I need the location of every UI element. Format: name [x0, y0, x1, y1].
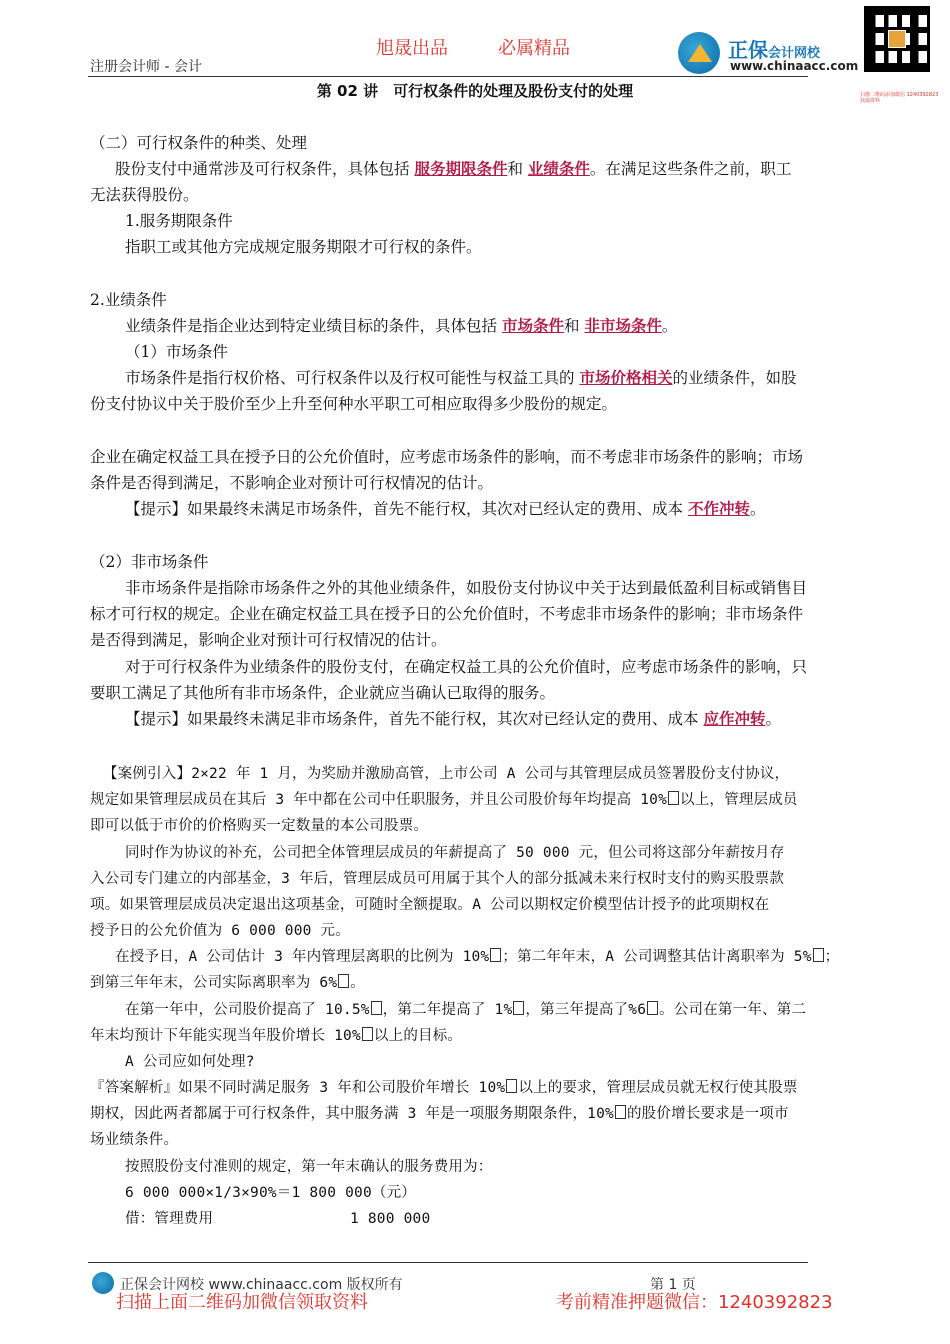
text-run: 业绩条件是指企业达到特定业绩目标的条件，具体包括: [125, 317, 502, 335]
case-line: 入公司专门建立的内部基金，3 年后，管理层成员可用属于其个人的部分抵减未来行权时支付的购买股票款: [90, 871, 785, 887]
chinaacc-logo: [678, 32, 858, 76]
page-title: 第 02 讲 可行权条件的处理及股份支付的处理: [316, 82, 634, 100]
text-run: 年末均预计下年能实现当年股价增长 10%: [90, 1028, 361, 1044]
text-run: ，第二年提高了 1%: [382, 1002, 513, 1018]
logo-name: 正保: [728, 38, 768, 62]
footer-divider: [88, 1262, 808, 1263]
case-line: A 公司应如何处理?: [125, 1054, 255, 1070]
section-heading: 1.服务期限条件: [125, 212, 233, 230]
text-run: 。: [765, 710, 781, 728]
paragraph: 对于可行权条件为业绩条件的股份支付，在确定权益工具的公允价值时，应考虑市场条件的影响，只: [125, 658, 808, 676]
answer-line: 按照股份支付准则的规定，第一年末确认的服务费用为：: [125, 1159, 493, 1175]
tip-paragraph: [125, 496, 895, 522]
case-line: [90, 1023, 860, 1049]
brand-right-text: 必属精品: [498, 38, 570, 59]
header-divider: [88, 76, 808, 77]
answer-line: 场业绩条件。: [90, 1132, 179, 1148]
missing-glyph-box: [513, 1001, 524, 1015]
text-run: 【提示】如果最终未满足市场条件，首先不能行权，其次对已经认定的费用、成本: [125, 500, 688, 518]
logo-url: www.chinaacc.com: [730, 59, 859, 73]
case-line: [115, 944, 885, 970]
section-heading: （2）非市场条件: [90, 553, 209, 571]
missing-glyph-box: [615, 1105, 626, 1119]
keyword-link: 服务期限条件: [414, 159, 508, 178]
missing-glyph-box: [371, 1001, 382, 1015]
case-line: 项。如果管理层成员决定退出这项基金，可随时全额提取。A 公司以期权定价模型估计授予的此项期权在: [90, 897, 770, 913]
logo-emblem-icon: [678, 32, 720, 74]
text-run: 市场条件是指行权价格、可行权条件以及行权可能性与权益工具的: [125, 369, 580, 387]
text-run: 在授予日，A 公司估计 3 年内管理层离职的比例为 10%: [115, 949, 490, 965]
page-number: 第 1 页: [650, 1277, 696, 1293]
case-line: 授予日的公允价值为 6 000 000 元。: [90, 923, 350, 939]
paragraph-cont: 份支付协议中关于股价至少上升至何种水平职工可相应取得多少股份的规定。: [90, 395, 618, 413]
answer-line: [90, 1075, 860, 1101]
section-heading: （1）市场条件: [125, 343, 228, 361]
text-run: 期权，因此两者都属于可行权条件，其中服务满 3 年是一项服务期限条件，10%: [90, 1106, 614, 1122]
case-line: 同时作为协议的补充，公司把全体管理层成员的年薪提高了 50 000 元，但公司将这部分年薪按月存: [125, 845, 785, 861]
case-line: 【案例引入】2×22 年 1 月，为奖励并激励高管，上市公司 A 公司与其管理层成员签署股份支付协议，: [103, 766, 790, 782]
paragraph: 企业在确定权益工具在授予日的公允价值时，应考虑市场条件的影响，而不考虑非市场条件的影响；市场: [90, 448, 804, 466]
keyword-link: 应作冲转: [703, 709, 766, 728]
paragraph: 非市场条件是指除市场条件之外的其他业绩条件，如股份支付协议中关于达到最低盈利目标或销售目: [125, 579, 808, 597]
missing-glyph-box: [506, 1079, 517, 1093]
paragraph-cont: 标才可行权的规定。企业在确定权益工具在授予日的公允价值时，不考虑非市场条件的影响；非市场条件: [90, 605, 804, 623]
case-line: [90, 970, 860, 996]
paragraph: [125, 365, 895, 391]
text-run: 以上，管理层成员: [680, 792, 798, 808]
case-line: [90, 787, 860, 813]
case-line: [125, 997, 895, 1023]
text-run: 。: [350, 975, 365, 991]
footer-logo-icon: [92, 1272, 114, 1294]
keyword-link: 不作冲转: [687, 499, 750, 518]
paragraph: 指职工或其他方完成规定服务期限才可行权的条件。: [125, 238, 482, 256]
text-run: 以上的要求，管理层成员就无权行使其股票: [518, 1080, 798, 1096]
text-run: 在第一年中，公司股价提高了 10.5%: [125, 1002, 370, 1018]
keyword-link: 非市场条件: [584, 316, 662, 335]
footer-copyright: 正保会计网校 www.chinaacc.com 版权所有: [120, 1277, 403, 1293]
brand-left-text: 旭晟出品: [376, 38, 448, 59]
qr-note: 扫描二维码添加微信 1240392823 获取资料: [860, 92, 939, 104]
tip-paragraph: [125, 706, 895, 732]
text-run: 『答案解析』如果不同时满足服务 3 年和公司股价年增长 10%: [90, 1080, 506, 1096]
section-heading: （二）可行权条件的种类、处理: [90, 134, 308, 152]
journal-entry-debit: 借：管理费用: [125, 1211, 214, 1227]
promo-right[interactable]: 考前精准押题微信：1240392823: [556, 1292, 833, 1313]
text-run: 到第三年年末，公司实际离职率为 6%: [90, 975, 338, 991]
text-run: ，第三年提高了%6: [525, 1002, 647, 1018]
text-run: 。: [749, 500, 766, 518]
keyword-link: 业绩条件: [527, 159, 590, 178]
missing-glyph-box: [362, 1027, 373, 1041]
text-run: 的股价增长要求是一项市: [626, 1106, 789, 1122]
promo-left[interactable]: 扫描上面二维码加微信领取资料: [116, 1292, 368, 1313]
text-run: ；第二年年末，A 公司调整其估计离职率为 5%: [502, 949, 812, 965]
text-run: 。公司在第一年、第二: [659, 1002, 807, 1018]
text-run: 和: [563, 317, 585, 335]
qr-center-badge-icon: [888, 30, 906, 48]
keyword-link: 市场条件: [501, 316, 564, 335]
missing-glyph-box: [668, 791, 679, 805]
paragraph: [115, 156, 885, 182]
text-run: 和: [507, 160, 528, 178]
section-heading: 2.业绩条件: [90, 291, 167, 309]
paragraph-cont: 无法获得股份。: [90, 186, 199, 204]
text-run: 股份支付中通常涉及可行权条件，具体包括: [115, 160, 415, 178]
journal-entry-amount: 1 800 000: [350, 1211, 431, 1227]
text-run: 以上的目标。: [373, 1028, 463, 1044]
course-label: 注册会计师 - 会计: [90, 59, 202, 75]
logo-subname: 会计网校: [768, 46, 821, 61]
paragraph-cont: 是否得到满足，影响企业对预计可行权情况的估计。: [90, 631, 447, 649]
keyword-link: 市场价格相关: [579, 368, 673, 387]
missing-glyph-box: [813, 948, 824, 962]
case-line: 即可以低于市价的价格购买一定数量的本公司股票。: [90, 818, 429, 834]
paragraph: [125, 313, 895, 339]
formula-line: 6 000 000×1/3×90%＝1 800 000（元）: [125, 1185, 416, 1201]
answer-line: [90, 1101, 860, 1127]
missing-glyph-box: [490, 948, 501, 962]
text-run: 规定如果管理层成员在其后 3 年中都在公司中任职服务，并且公司股价每年均提高 10%: [90, 792, 668, 808]
missing-glyph-box: [647, 1001, 658, 1015]
paragraph-cont: 要职工满足了其他所有非市场条件，企业就应当确认已取得的服务。: [90, 684, 556, 702]
paragraph-cont: 条件是否得到满足，不影响企业对预计可行权情况的估计。: [90, 474, 494, 492]
text-run: 。: [661, 317, 678, 335]
text-run: 的业绩条件，如股: [672, 369, 797, 387]
text-run: 【提示】如果最终未满足非市场条件，首先不能行权，其次对已经认定的费用、成本: [125, 710, 704, 728]
missing-glyph-box: [338, 974, 349, 988]
text-run: ；: [824, 949, 840, 965]
text-run: 。在满足这些条件之前，职工: [589, 160, 792, 178]
